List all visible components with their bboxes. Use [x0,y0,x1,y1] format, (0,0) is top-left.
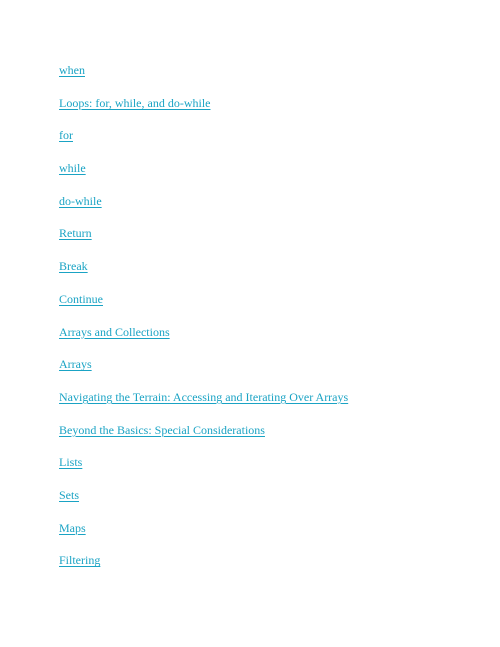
toc-entry-filtering [59,552,348,585]
toc-entry-while [59,160,348,193]
toc-link-do-while[interactable]: do-while [59,193,102,208]
toc-link-when[interactable]: when [59,63,85,77]
toc-link-filtering[interactable]: Filtering [59,553,101,568]
toc-entry-sets [59,487,348,520]
toc-link-arrays[interactable]: Arrays [59,357,92,372]
toc-entry-return [59,225,348,258]
toc-entry-lists [59,454,348,487]
toc-entry-arrays-and-collections [59,324,348,357]
table-of-contents [59,62,348,585]
toc-entry-loops [59,95,348,128]
toc-entry-beyond-basics [59,422,348,455]
toc-link-navigating-arrays[interactable]: Navigating the Terrain: Accessing and Iterating Over Arrays [59,389,349,404]
toc-link-lists[interactable]: Lists [59,455,83,470]
toc-entry-do-while [59,193,348,226]
toc-link-return[interactable]: Return [59,226,92,241]
toc-entry-arrays [59,356,348,389]
toc-link-while[interactable]: while [59,161,86,176]
toc-link-continue[interactable]: Continue [59,291,103,306]
toc-entry-navigating-arrays [59,389,348,422]
toc-link-loops[interactable]: Loops: for, while, and do-while [59,95,211,110]
toc-link-beyond-basics[interactable]: Beyond the Basics: Special Considerations [59,422,265,437]
toc-entry-maps [59,520,348,553]
toc-entry-break [59,258,348,291]
toc-link-sets[interactable]: Sets [59,487,80,502]
toc-link-for[interactable]: for [59,128,73,143]
toc-link-maps[interactable]: Maps [59,520,86,535]
toc-link-arrays-and-collections[interactable]: Arrays and Collections [59,324,170,339]
toc-entry-for [59,127,348,160]
toc-link-break[interactable]: Break [59,259,88,274]
toc-entry-continue [59,291,348,324]
toc-entry-when [59,62,348,95]
